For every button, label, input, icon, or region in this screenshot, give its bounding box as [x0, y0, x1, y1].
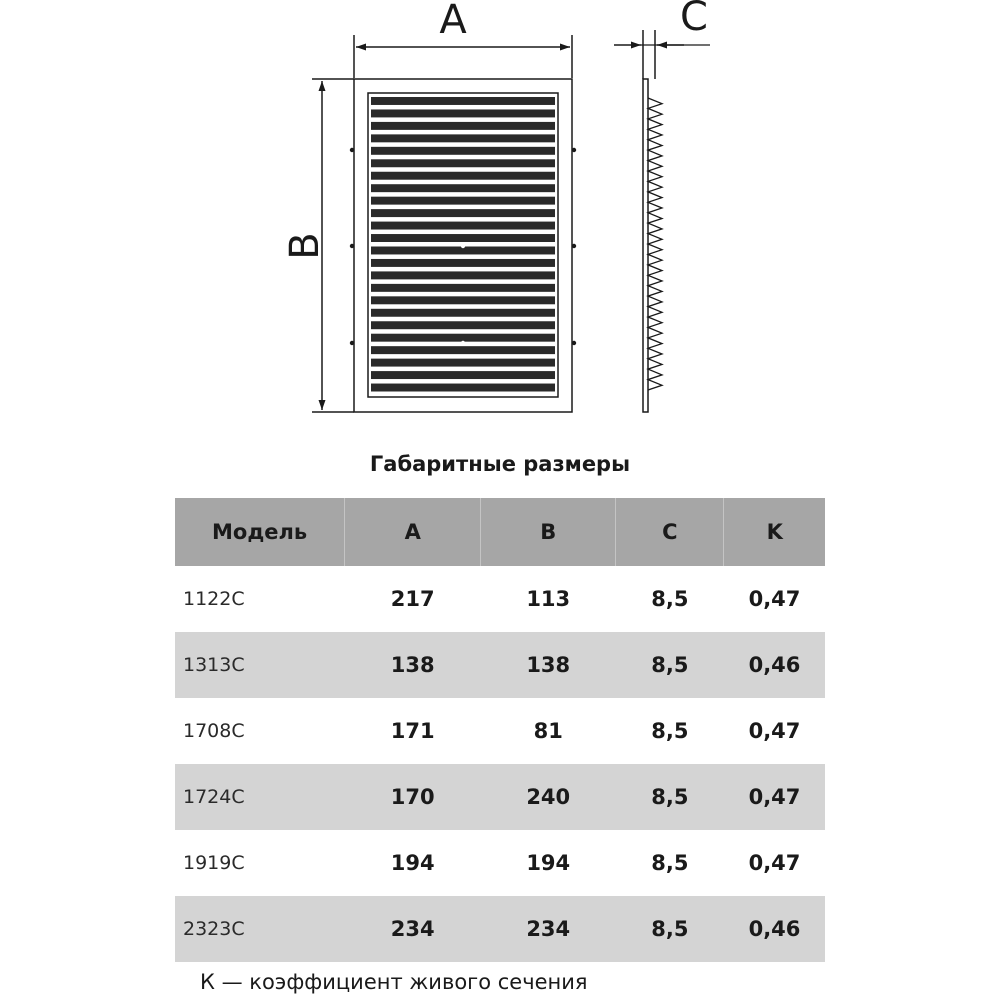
- cell-b: 138: [481, 632, 616, 698]
- louver-slat: [371, 271, 555, 279]
- dimension-b-label: B: [282, 232, 328, 260]
- dimensions-table: [175, 498, 825, 962]
- cell-k: 0,46: [724, 632, 825, 698]
- cell-b: 113: [526, 587, 571, 611]
- louver-slat: [371, 122, 555, 130]
- cell-k: 0,46: [724, 896, 825, 962]
- grille-technical-drawing: [0, 0, 1000, 440]
- table-title: Габаритные размеры: [369, 452, 631, 476]
- louver-slat: [371, 134, 555, 142]
- louver-slat: [371, 284, 555, 292]
- louver-slat: [371, 159, 555, 167]
- table-header-row: [175, 498, 825, 566]
- cell-model: 1708C: [183, 720, 245, 742]
- header-c: C: [616, 498, 724, 566]
- cell-c: 8,5: [616, 632, 724, 698]
- center-dot: [461, 341, 465, 345]
- louver-slat: [371, 259, 555, 267]
- louver-slat: [371, 97, 555, 105]
- louver-slat: [371, 296, 555, 304]
- cell-b: 240: [481, 764, 616, 830]
- grille-front-view: [350, 79, 576, 412]
- cell-b: 234: [481, 896, 616, 962]
- footnote: К — коэффициент живого сечения: [200, 970, 588, 994]
- mounting-dot: [572, 341, 576, 345]
- mounting-dot: [572, 244, 576, 248]
- louver-slat: [371, 209, 555, 217]
- dimension-a-label: A: [439, 0, 467, 43]
- cell-k: 0,47: [724, 764, 825, 830]
- louver-slat: [371, 147, 555, 155]
- table-row: [175, 896, 825, 962]
- mounting-dot: [350, 341, 354, 345]
- louver-slat: [371, 309, 555, 317]
- louver-slat: [371, 234, 555, 242]
- louver-slat: [371, 172, 555, 180]
- dimension-c-label: C: [680, 0, 708, 40]
- cell-a: 138: [345, 632, 481, 698]
- cell-b: 81: [533, 719, 563, 743]
- center-dot: [461, 244, 465, 248]
- side-profile-fins: [648, 98, 662, 390]
- mounting-dot: [350, 244, 354, 248]
- louver-slat: [371, 346, 555, 354]
- cell-model: 1313C: [175, 632, 345, 698]
- cell-model: 1724C: [175, 764, 345, 830]
- mounting-dot: [572, 148, 576, 152]
- louver-slat: [371, 109, 555, 117]
- cell-b: 194: [526, 851, 571, 875]
- table-row: [175, 830, 825, 896]
- dimension-b: [282, 79, 354, 412]
- mounting-dot: [350, 148, 354, 152]
- table-row: [175, 698, 825, 764]
- cell-c: 8,5: [616, 764, 724, 830]
- louver-slat: [371, 184, 555, 192]
- cell-k: 0,47: [748, 587, 801, 611]
- cell-k: 0,47: [748, 719, 801, 743]
- cell-c: 8,5: [651, 851, 689, 875]
- louver-slat: [371, 334, 555, 342]
- louver-slat: [371, 321, 555, 329]
- dimension-c: [614, 0, 710, 79]
- louver-slat: [371, 359, 555, 367]
- table-row: [175, 764, 825, 830]
- header-b: B: [481, 498, 616, 566]
- header-k: K: [724, 498, 825, 566]
- cell-a: 194: [390, 851, 435, 875]
- grille-side-view: [643, 79, 662, 412]
- cell-a: 171: [390, 719, 435, 743]
- cell-a: 234: [345, 896, 481, 962]
- cell-model: 1919C: [183, 852, 245, 874]
- header-model: Модель: [175, 498, 345, 566]
- header-a: A: [345, 498, 481, 566]
- cell-a: 217: [390, 587, 435, 611]
- louver-slat: [371, 384, 555, 392]
- cell-c: 8,5: [616, 896, 724, 962]
- cell-model: 1122C: [183, 588, 245, 610]
- cell-k: 0,47: [748, 851, 801, 875]
- louver-slat: [371, 371, 555, 379]
- cell-c: 8,5: [651, 587, 689, 611]
- table-row: [175, 632, 825, 698]
- cell-a: 170: [345, 764, 481, 830]
- louver-slat: [371, 197, 555, 205]
- cell-model: 2323C: [175, 896, 345, 962]
- dimension-a: [354, 0, 572, 78]
- table-row: [175, 566, 825, 632]
- louver-slat: [371, 222, 555, 230]
- cell-c: 8,5: [651, 719, 689, 743]
